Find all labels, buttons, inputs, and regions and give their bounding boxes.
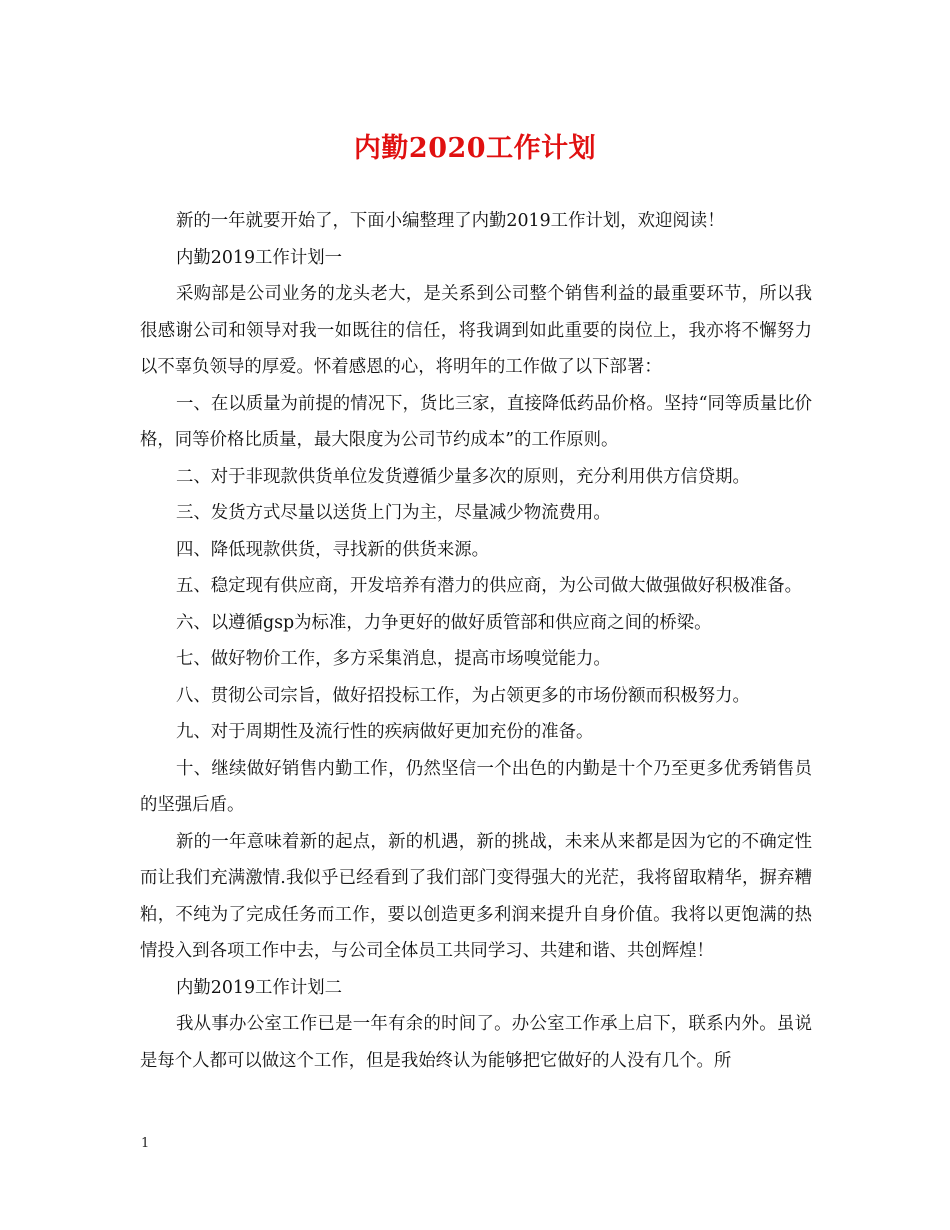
list-item-2: 二、对于非现款供货单位发货遵循少量多次的原则，充分利用供方信贷期。: [176, 466, 750, 487]
list-item-4: 四、降低现款供货，寻找新的供货来源。: [176, 539, 490, 560]
list-item-8: 八、贯彻公司宗旨，做好招投标工作，为占领更多的市场份额而积极努力。: [176, 685, 750, 706]
section-heading-plan-one: 内勤2019工作计划一: [176, 247, 342, 268]
list-item-1: 一、在以质量为前提的情况下，货比三家，直接降低药品价格。坚持“同等质量比价格，同等价格比质量，最大限度为公司节约成本”的工作原则。: [140, 393, 812, 450]
list-item-7: 七、做好物价工作，多方采集消息，提高市场嗅觉能力。: [176, 649, 611, 669]
list-item-6: 六、以遵循gsp为标准，力争更好的做好质管部和供应商之间的桥梁。: [176, 612, 712, 633]
paragraph-purchasing: 采购部是公司业务的龙头老大，是关系到公司整个销售利益的最重要环节，所以我很感谢公司和领导对我一如既往的信任，将我调到如此重要的岗位上，我亦将不懈努力以不辜负领导的厚爱。怀着感恩的心，将明年的工作做了以下部署：: [140, 284, 812, 377]
document-title: 内勤2020工作计划: [353, 133, 597, 164]
paragraph-intro: 新的一年就要开始了，下面小编整理了内勤2019工作计划，欢迎阅读！: [176, 211, 725, 231]
list-item-9: 九、对于周期性及流行性的疾病做好更加充份的准备。: [176, 722, 594, 742]
page-number: 1: [141, 1136, 150, 1151]
list-item-3: 三、发货方式尽量以送货上门为主，尽量减少物流费用。: [176, 503, 611, 523]
list-item-10: 十、继续做好销售内勤工作，仍然坚信一个出色的内勤是十个乃至更多优秀销售员的坚强后盾。: [140, 758, 812, 815]
section-heading-plan-two: 内勤2019工作计划二: [176, 977, 342, 998]
document-body: [140, 203, 812, 1079]
paragraph-office-work: 我从事办公室工作已是一年有余的时间了。办公室工作承上启下，联系内外。虽说是每个人都可以做这个工作，但是我始终认为能够把它做好的人没有几个。所: [140, 1014, 812, 1071]
paragraph-closing: 新的一年意味着新的起点，新的机遇，新的挑战，未来从来都是因为它的不确定性而让我们充满激情.我似乎已经看到了我们部门变得强大的光茫，我将留取精华，摒弃糟粕，不纯为了完成任务而工作，要以创造更多利润来提升自身价值。我将以更饱满的热情投入到各项工作中去，与公司全体员工共同学习、共建和谐、共创辉煌！: [140, 831, 812, 961]
list-item-5: 五、稳定现有供应商，开发培养有潜力的供应商，为公司做大做强做好积极准备。: [176, 576, 803, 596]
